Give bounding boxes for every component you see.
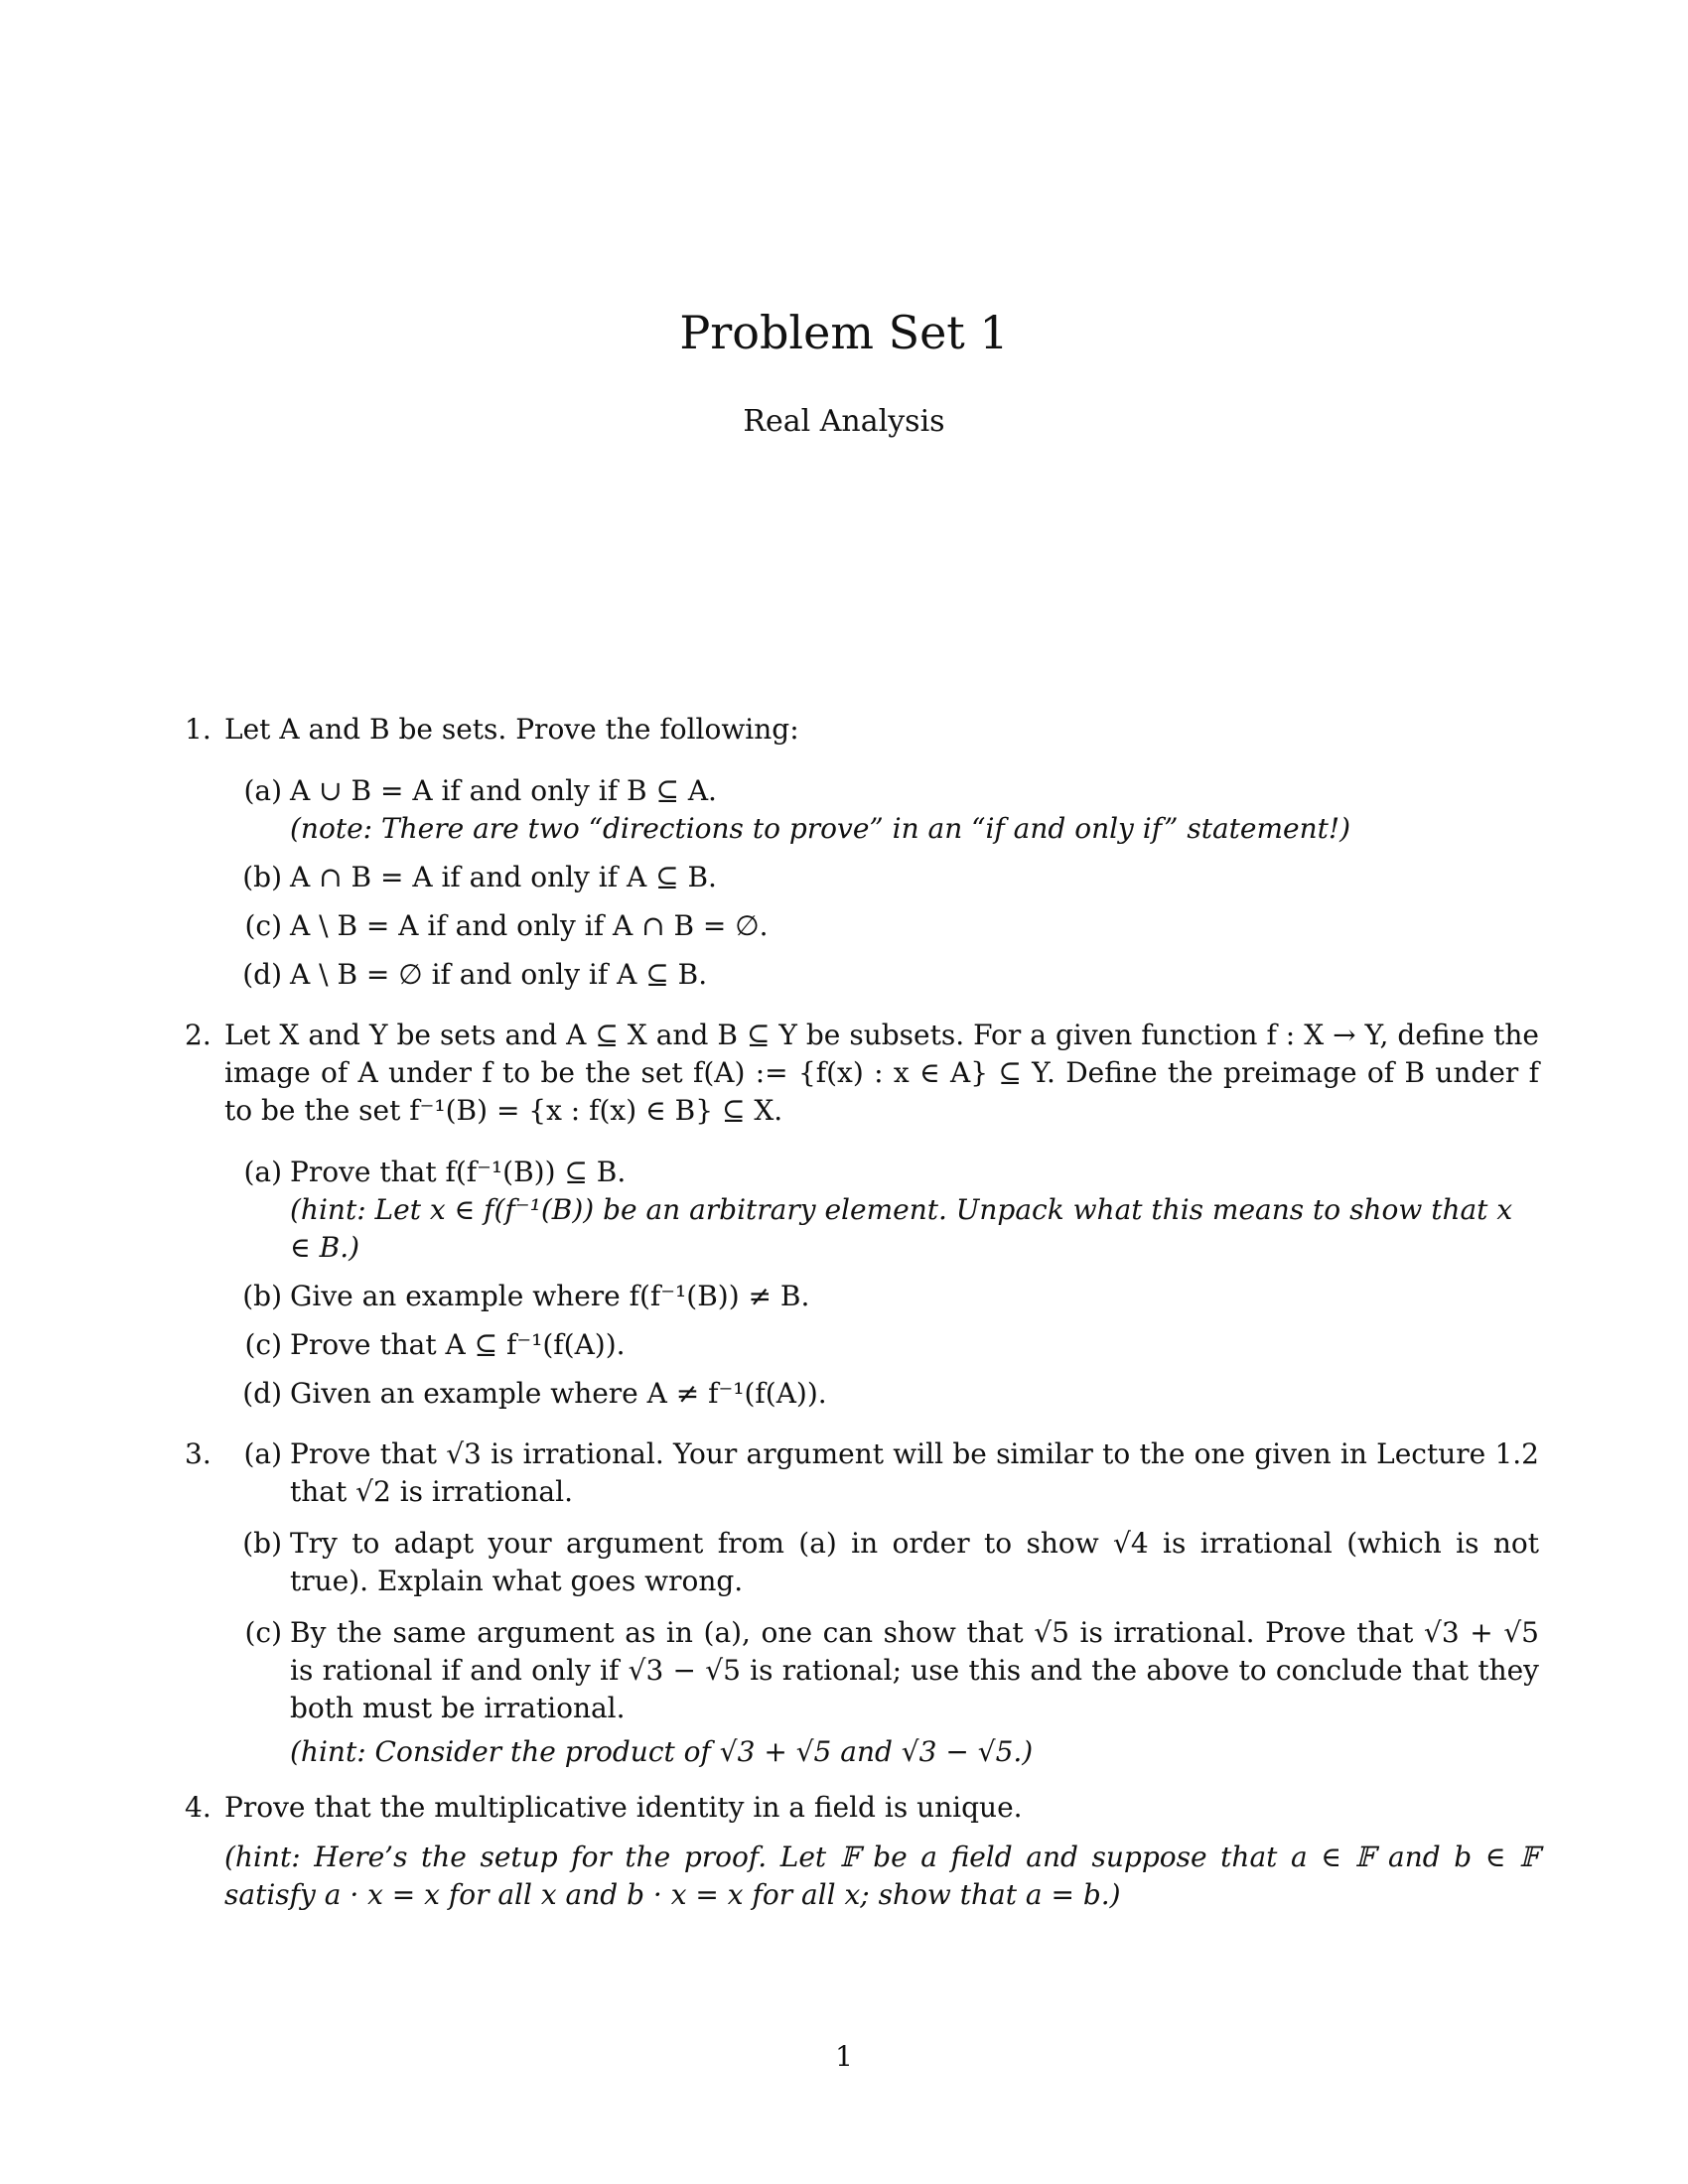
problem-part	[224, 1375, 1539, 1413]
page-title: Problem Set 1	[679, 306, 1009, 359]
page-subtitle: Real Analysis	[743, 404, 945, 439]
part-label: (c)	[244, 909, 282, 942]
problem-part	[224, 1278, 1539, 1315]
part-label: (c)	[244, 1616, 282, 1649]
part-label: (a)	[243, 1156, 282, 1188]
problem-part	[224, 859, 1539, 896]
problem-part	[224, 907, 1539, 945]
part-note: (note: There are two “directions to prove” in an “if and only if” statement!)	[290, 812, 1351, 845]
part-label: (b)	[242, 1527, 282, 1560]
problem-parts	[224, 772, 1539, 994]
part-label: (d)	[242, 1377, 282, 1410]
problem-part	[224, 1435, 1539, 1511]
part-label: (b)	[242, 1280, 282, 1312]
part-text: A ∪ B = A if and only if B ⊆ A.	[290, 774, 717, 807]
part-label: (c)	[244, 1328, 282, 1361]
part-label: (a)	[243, 774, 282, 807]
problem-4	[179, 1789, 1539, 1914]
part-text: Given an example where A ≠ f⁻¹(f(A)).	[290, 1377, 827, 1410]
problem-number: 2.	[185, 1019, 211, 1051]
part-label: (a)	[243, 1437, 282, 1470]
part-text: A ∩ B = A if and only if A ⊆ B.	[290, 861, 717, 893]
part-text: A \ B = ∅ if and only if A ⊆ B.	[290, 958, 708, 991]
part-label: (b)	[242, 861, 282, 893]
problem-statement: Let X and Y be sets and A ⊆ X and B ⊆ Y be subsets. For a given function f : X → Y, define the image of A under f to be the set f(A) := {f(x) : x ∈ A} ⊆ Y. Define the preimage of B under f to be the set f⁻¹(B) = {x : f(x) ∈ B} ⊆ X.	[224, 1019, 1539, 1127]
part-hint: (hint: Consider the product of √3 + √5 and √3 − √5.)	[290, 1735, 1034, 1768]
problem-part	[224, 772, 1539, 848]
problem-hint: (hint: Here’s the setup for the proof. Let 𝔽 be a field and suppose that a ∈ 𝔽 and b ∈ 𝔽 satisfy a · x = x for all x and b · x = x for all x; show that a = b.)	[224, 1841, 1539, 1911]
problem-3	[179, 1435, 1539, 1771]
problem-part	[224, 1326, 1539, 1364]
problem-part	[224, 1614, 1539, 1771]
problem-number: 4.	[185, 1791, 211, 1824]
problem-parts	[224, 1435, 1539, 1771]
problem-part	[224, 1525, 1539, 1600]
part-hint: (hint: Let x ∈ f(f⁻¹(B)) be an arbitrary element. Unpack what this means to show that x ∈ B.)	[290, 1193, 1513, 1264]
part-text: Prove that f(f⁻¹(B)) ⊆ B.	[290, 1156, 627, 1188]
problem-2	[179, 1017, 1539, 1413]
problem-part	[224, 956, 1539, 994]
part-text: A \ B = A if and only if A ∩ B = ∅.	[290, 909, 769, 942]
part-text: Prove that √3 is irrational. Your argument will be similar to the one given in Lecture 1.2 that √2 is irrational.	[290, 1437, 1539, 1508]
problem-1	[179, 711, 1539, 994]
part-text: Give an example where f(f⁻¹(B)) ≠ B.	[290, 1280, 810, 1312]
part-label: (d)	[242, 958, 282, 991]
problem-part	[224, 1154, 1539, 1267]
part-text: Try to adapt your argument from (a) in order to show √4 is irrational (which is not true). Explain what goes wrong.	[290, 1527, 1539, 1597]
part-text: By the same argument as in (a), one can show that √5 is irrational. Prove that √3 + √5 is rational if and only if √3 − √5 is rational; use this and the above to conclude that they both must be irrational.	[290, 1616, 1539, 1724]
part-text: Prove that A ⊆ f⁻¹(f(A)).	[290, 1328, 626, 1361]
problem-list	[179, 711, 1539, 1914]
problem-statement: Let A and B be sets. Prove the following:	[224, 713, 799, 746]
problem-number: 3.	[185, 1437, 211, 1470]
problem-statement: Prove that the multiplicative identity in a field is unique.	[224, 1791, 1023, 1824]
problem-parts	[224, 1154, 1539, 1413]
page-number: 1	[835, 2040, 853, 2073]
problem-number: 1.	[185, 713, 211, 746]
